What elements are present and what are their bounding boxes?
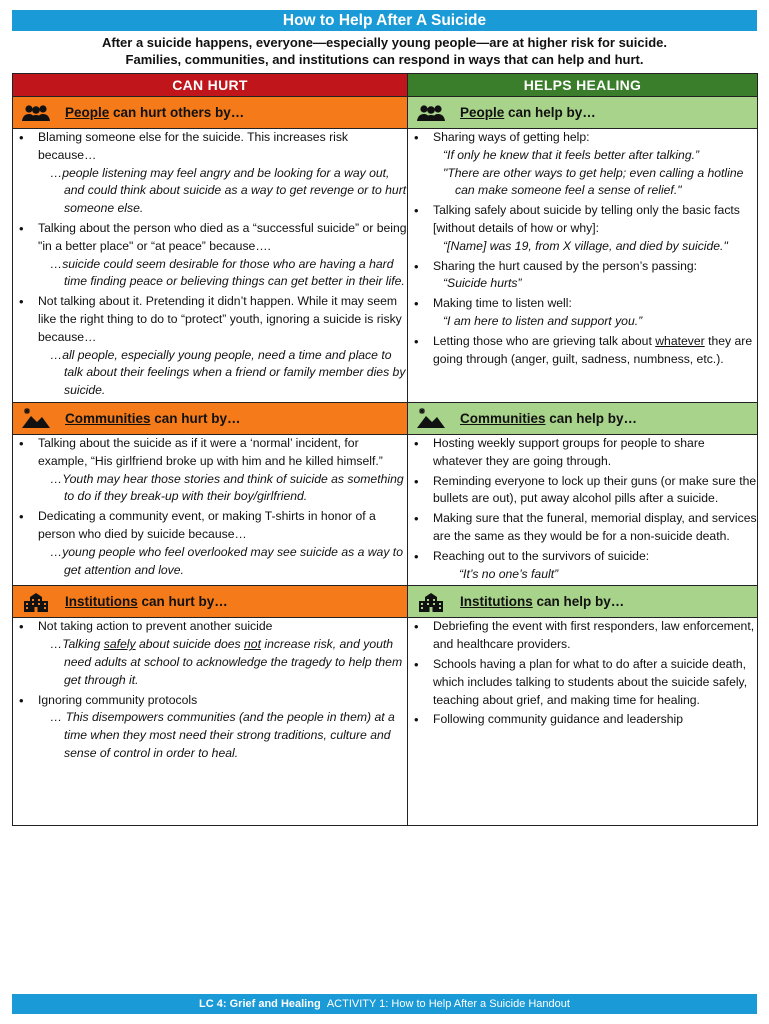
example-quote: "There are other ways to get help; even calling a hotline can make someone feel a sense of relief." <box>443 165 744 198</box>
institution-building-icon <box>416 591 448 613</box>
explanation-note: … This disempowers communities (and the people in them) at a time when they most need their strong traditions, culture and sense of control in order to heal. <box>50 710 395 760</box>
section-rest: can help by… <box>504 105 596 120</box>
list-item: • Talking safely about suicide by telling only the basic facts [without details of how or why]: “[Name] was 19, from X village, and died by suicide." <box>408 202 757 255</box>
example-quote: “If only he knew that it feels better after talking.” <box>443 147 700 162</box>
footer-activity-label: ACTIVITY 1: How to Help After a Suicide Handout <box>326 998 570 1010</box>
example-quote: “I am here to listen and support you.” <box>443 313 643 328</box>
section-header-institutions-hurt <box>13 586 407 617</box>
section-header-people-hurt <box>13 97 407 128</box>
section-header-communities-heal <box>408 403 757 434</box>
list-item: • Sharing ways of getting help: “If only he knew that it feels better after talking.” "There are other ways to get help; even calling a hotline can make someone feel a sense of relief." <box>408 129 757 200</box>
section-header-institutions-heal <box>408 586 757 617</box>
list-item: • Making sure that the funeral, memorial display, and services are the same as they would be for a non-suicide death. <box>408 510 757 546</box>
list-item: • Not taking action to prevent another suicide …Talking safely about suicide does not increase risk, and youth need adults at school to acknowledge the tragedy to help them get through it. <box>13 618 407 689</box>
comparison-table <box>12 73 758 826</box>
column-header-helps-healing: HELPS HEALING <box>408 74 758 97</box>
footer-lesson-label: LC 4: Grief and Healing <box>199 998 321 1010</box>
example-quote: “Suicide hurts” <box>443 276 522 291</box>
list-item: • Reaching out to the survivors of suicide: “It’s no one’s fault” <box>408 548 757 584</box>
institution-building-icon <box>21 591 53 613</box>
community-village-icon <box>416 407 448 429</box>
list-item: • Sharing the hurt caused by the person’s passing: “Suicide hurts” <box>408 258 757 294</box>
community-village-icon <box>21 407 53 429</box>
list-item: • Following community guidance and leadership <box>408 711 757 729</box>
section-key-communities: Communities <box>65 410 151 426</box>
list-item: • Debriefing the event with first responders, law enforcement, and healthcare providers. <box>408 618 757 654</box>
list-item: • Blaming someone else for the suicide. This increases risk because… …people listening may feel angry and be looking for a way out, and could think about suicide as a way to get revenge or to hurt someone else. <box>13 129 407 218</box>
people-group-icon <box>416 102 448 124</box>
people-group-icon <box>21 102 53 124</box>
explanation-note: …Talking safely about suicide does not increase risk, and youth need adults at school to acknowledge the tragedy to help them get through it. <box>50 637 403 687</box>
page-footer <box>12 994 757 1014</box>
column-header-can-hurt: CAN HURT <box>13 74 408 97</box>
list-item: • Talking about the suicide as if it were a ‘normal’ incident, for example, “His girlfriend broke up with him and he killed himself.” …Youth may hear those stories and think of suicide as something to do if they break-up with their boy/girlfriend. <box>13 435 407 506</box>
section-key-institutions: Institutions <box>460 594 533 610</box>
example-quote: “[Name] was 19, from X village, and died by suicide." <box>443 238 728 253</box>
page-title: How to Help After A Suicide <box>12 10 757 31</box>
section-key-institutions: Institutions <box>65 594 138 610</box>
list-item: • Not talking about it. Pretending it didn’t happen. While it may seem like the right thing to do to “protect” youth, ignoring a suicide is risky because… …all people, especially young people, need a time and place to talk about their feelings when a friend or family member dies by suicide. <box>13 293 407 400</box>
list-item: • Making time to listen well: “I am here to listen and support you.” <box>408 295 757 331</box>
list-item: • Hosting weekly support groups for people to share whatever they are going through. <box>408 435 757 471</box>
list-item: • Talking about the person who died as a “successful suicide” or being "in a better place" or “at peace” because…. …suicide could seem desirable for those who are having a hard time finding peace or believing things can get better in their life. <box>13 220 407 291</box>
explanation-note: …suicide could seem desirable for those who are having a hard time finding peace or believing things can get better in their life. <box>50 256 405 289</box>
section-key-people: People <box>460 105 505 120</box>
institutions-hurt-body <box>13 618 408 826</box>
handout-page <box>12 10 757 826</box>
list-item: • Ignoring community protocols … This disempowers communities (and the people in them) at a time when they most need their strong traditions, culture and sense of control in order to heal. <box>13 692 407 763</box>
list-item: • Letting those who are grieving talk about whatever they are going through (anger, guilt, sadness, numbness, etc.). <box>408 333 757 369</box>
explanation-note: …people listening may feel angry and be looking for a way out, and could think about suicide as a way to get revenge or to hurt someone else. <box>50 165 407 216</box>
section-rest: can hurt by… <box>137 594 228 610</box>
people-hurt-body <box>13 129 408 403</box>
section-rest: can hurt others by… <box>109 105 245 120</box>
explanation-note: …Youth may hear those stories and think of suicide as something to do if they break-up with their boy/girlfriend. <box>50 471 404 504</box>
subtitle-line-1: After a suicide happens, everyone—especially young people—are at higher risk for suicide. <box>102 35 667 50</box>
section-key-people: People <box>65 105 110 120</box>
section-header-people-heal <box>408 97 757 128</box>
subtitle <box>12 31 757 68</box>
people-heal-body <box>408 129 758 403</box>
list-item: • Dedicating a community event, or making T-shirts in honor of a person who died by suicide because… …young people who feel overlooked may see suicide as a way to get attention and love. <box>13 508 407 579</box>
subtitle-line-2: Families, communities, and institutions can respond in ways that can help and hurt. <box>125 52 644 67</box>
example-quote: “It’s no one’s fault” <box>459 566 559 581</box>
section-rest: can help by… <box>545 410 638 426</box>
list-item: • Schools having a plan for what to do after a suicide death, which includes talking to students about the suicide safely, teaching about grief, and making time for healing. <box>408 656 757 709</box>
list-item: • Reminding everyone to lock up their guns (or make sure the bullets are out), put away alcohol pills after a suicide. <box>408 473 757 509</box>
section-rest: can help by… <box>532 594 625 610</box>
institutions-heal-body <box>408 618 758 826</box>
communities-heal-body <box>408 434 758 585</box>
communities-hurt-body <box>13 434 408 585</box>
explanation-note: …young people who feel overlooked may see suicide as a way to get attention and love. <box>50 544 403 577</box>
section-key-communities: Communities <box>460 410 546 426</box>
explanation-note: …all people, especially young people, need a time and place to talk about their feelings when a friend or family member dies by suicide. <box>50 347 406 398</box>
section-rest: can hurt by… <box>150 410 241 426</box>
section-header-communities-hurt <box>13 403 407 434</box>
